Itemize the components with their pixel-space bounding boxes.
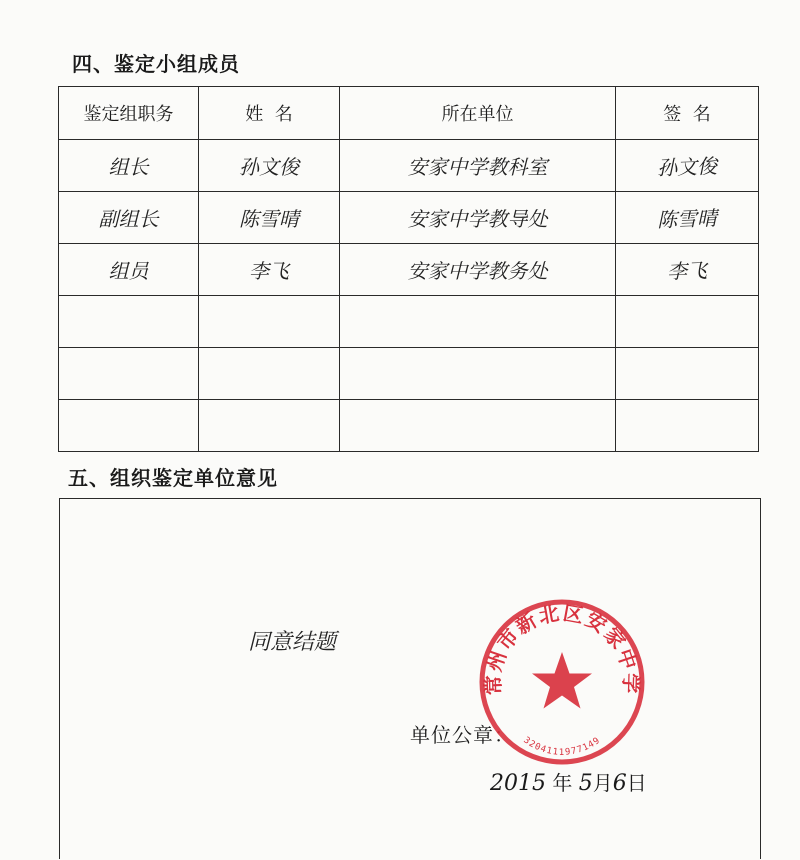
role-cell: 组员 [108,259,149,283]
table-row [59,192,759,244]
section-4-title: 四、鉴定小组成员 [72,52,240,76]
name-cell: 孙文俊 [239,155,299,179]
name-cell [199,296,340,348]
unit-cell [340,348,616,400]
section-5-title: 五、组织鉴定单位意见 [68,466,278,490]
header-unit: 所在单位 [340,87,616,140]
role-cell [59,296,199,348]
signature-cell [616,296,759,348]
signature-cell: 陈雪晴 [656,205,718,233]
opinion-text: 同意结题 [248,630,337,655]
unit-cell: 安家中学教导处 [407,207,548,231]
name-cell: 李飞 [249,259,289,283]
date-day: 6 [612,771,627,796]
unit-cell: 安家中学教务处 [407,259,548,283]
table-row [59,400,759,452]
date-day-suffix: 日 [626,771,647,795]
table-row [59,348,759,400]
name-cell [199,348,340,400]
table-row [59,244,759,296]
signature-cell [616,400,759,452]
opinion-box [59,498,761,859]
name-cell [199,400,340,452]
role-cell [59,400,199,452]
date-month: 5 [578,771,593,796]
unit-cell: 安家中学教科室 [407,155,548,179]
date-month-suffix: 月 [592,771,613,795]
members-table [58,86,759,452]
table-header-row [59,87,759,140]
role-cell [59,348,199,400]
signature-cell: 李飞 [666,258,708,284]
official-seal [476,596,648,768]
seal-text: 常州市新北区安家中学 [480,600,644,696]
seal-graphic [476,596,648,768]
date-year-suffix: 年 [552,771,573,795]
unit-cell [340,296,616,348]
name-cell: 陈雪晴 [239,207,299,231]
date-line [490,767,647,796]
stamp-label: 单位公章： [410,723,515,747]
unit-cell [340,400,616,452]
header-name: 姓 名 [199,87,340,140]
table-row [59,140,759,192]
header-signature: 签 名 [616,87,759,140]
role-cell: 组长 [108,155,149,179]
table-row [59,296,759,348]
date-year: 2015 [490,771,546,796]
signature-cell [616,348,759,400]
seal-code: 3204111977149 [521,735,603,758]
role-cell: 副组长 [98,207,159,231]
signature-cell: 孙文俊 [656,153,718,181]
header-role: 鉴定组职务 [59,87,199,140]
seal-star [532,652,592,709]
